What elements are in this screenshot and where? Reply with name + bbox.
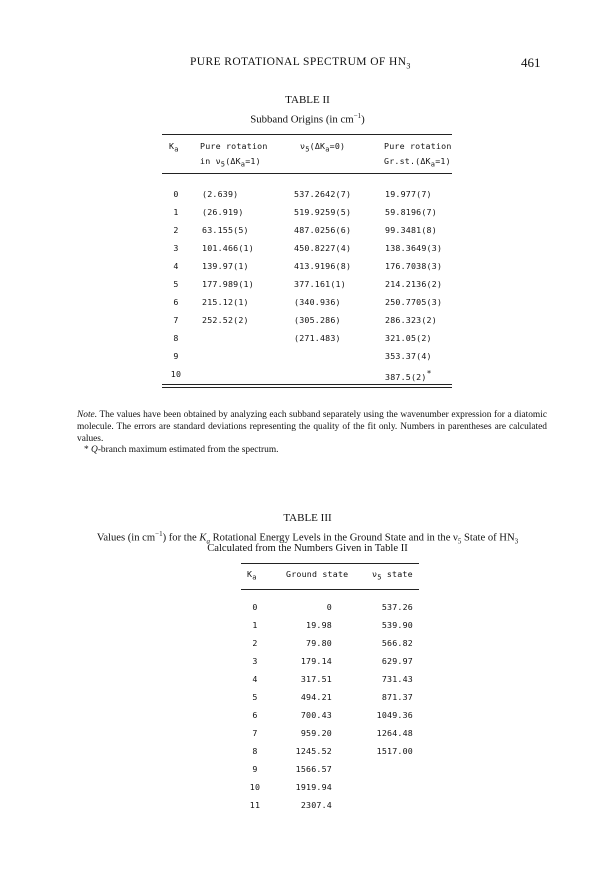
table2-label: TABLE II: [285, 94, 330, 106]
table2-header-col3-line1: Pure rotation: [384, 141, 452, 151]
table3-header-nu5: $\nu_5$ state: [372, 569, 413, 582]
table2: $K_a$ Pure rotation in $\nu_5(\Delta K_a=1)$ $\nu_5(\Delta K_a=0)$ Pure rotation $Gr.st.(\Delta K_a=1)$ 0 (2.639) 537.2642(7) 19.977(7) 1 (26.919) 519.9259(5) 59.8196(7) 2 63.155(5) 487.0256(6) 99.3481(8) 3 101.466(1) 450.8227(4) 138.3649(3) 4 139.97(1) 413.9196(8) 176.7038(3) 5 177.989(1) 377.161(1) 214.2136(2) 6 215.12(1) (340.936) 250.7705(3) 7 252.52(2) (305.286) 286.323(2) 8 (271.483) 321.05(2) 9 353.37(4) 10 387.5(2)*: [0, 0, 615, 883]
table3: $K_a$ Ground state $\nu_5$ state 0 0 537.26 1 19.98 539.90 2 79.80 566.82 3 179.14 629.97 4 317.51 731.43 5 494.21 871.37 6 700.43 1049.36 7 959.20 1264.48 8 1245.52 1517.00 9 1566.57 10 1919.94 11 2307.4: [0, 0, 615, 883]
table3-label: TABLE III: [283, 512, 332, 524]
table3-caption-line2: Calculated from the Numbers Given in Table II: [207, 543, 408, 554]
table3-header-ka: $K_a$: [247, 569, 257, 582]
footnote-marker: *: [426, 369, 432, 378]
table2-caption: Subband Origins (in $cm^{-1}$): [250, 112, 365, 126]
table3-caption-line1: Values (in $cm^{-1}$) for the $K_a$ Rotational Energy Levels in the Ground State and in the $\nu_5$ State of $HN_3$: [96, 530, 519, 546]
table2-header-col1-line1: Pure rotation: [200, 141, 268, 151]
table2-header-col3-line2: $Gr.st.(\Delta K_a=1)$: [384, 156, 451, 169]
running-title: PURE ROTATIONAL SPECTRUM OF $HN_3$: [190, 56, 411, 71]
table3-top-rule: [241, 563, 419, 564]
page-number: 461: [521, 55, 541, 70]
table2-note: Note. The values have been obtained by analyzing each subband separately using the wavenumber expression for a diatomic molecule. The errors are standard deviations representing the quality of the fit only. Numbers in parentheses are calculated values.: [77, 410, 547, 444]
table2-header-ka: $K_a$: [169, 141, 179, 154]
table3-header-rule: [241, 589, 419, 590]
table3-header-ground: Ground state: [286, 569, 349, 579]
table2-header-col2: $\nu_5(\Delta K_a=0)$: [300, 141, 346, 154]
table2-footnote: * Q-branch maximum estimated from the spectrum.: [84, 445, 279, 455]
table2-header-col1-line2: in $\nu_5(\Delta K_a=1)$: [200, 156, 261, 169]
